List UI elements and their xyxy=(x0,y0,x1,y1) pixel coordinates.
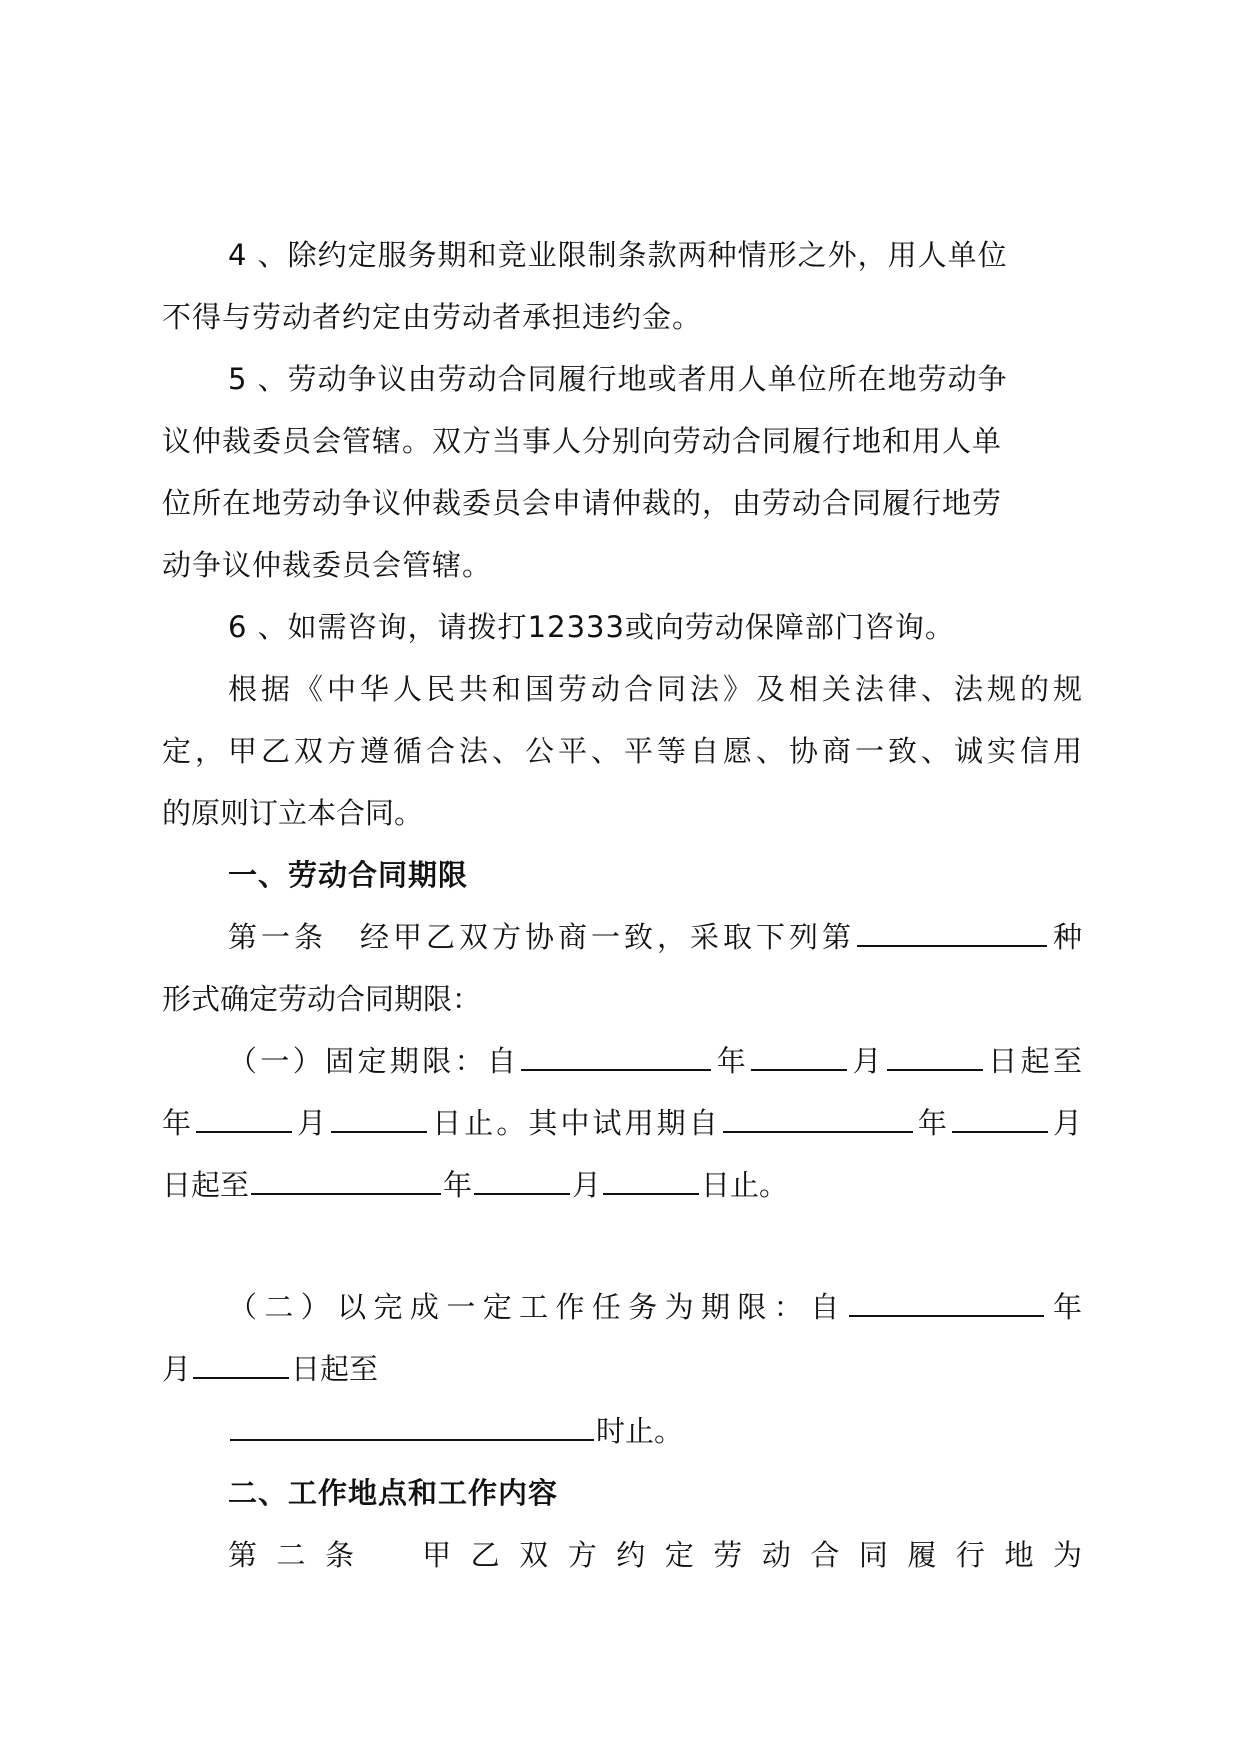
month-label: 月 xyxy=(849,1044,885,1078)
clause-4-line-2: 不得与劳动者约定由劳动者承担违约金。 xyxy=(162,300,703,334)
year-label: 年 xyxy=(1045,1290,1082,1324)
end-month-blank[interactable] xyxy=(196,1101,292,1133)
fixed-term-line-3 xyxy=(162,1154,1082,1216)
clause-5-line-4: 动争议仲裁委员会管辖。 xyxy=(162,548,493,582)
day-until-label: 日起至 xyxy=(984,1044,1082,1078)
day-until-label: 日起至 xyxy=(162,1168,250,1202)
spacer xyxy=(162,1216,1082,1276)
section-2-heading: 二、工作地点和工作内容 xyxy=(228,1476,559,1510)
clause-5-line-1: 5 、劳动争议由劳动合同履行地或者用人单位所在地劳动争 xyxy=(228,362,1008,396)
task-term-line-2 xyxy=(162,1338,1082,1400)
article-1-line-1 xyxy=(162,906,1082,968)
probation-year-blank[interactable] xyxy=(723,1101,913,1133)
document-page xyxy=(162,224,1082,1586)
probation-end-month-blank[interactable] xyxy=(474,1163,570,1195)
day-end-label: 日止。 xyxy=(701,1168,789,1202)
intro-line-2: 定，甲乙双方遵循合法、公平、平等自愿、协商一致、诚实信用 xyxy=(162,734,1082,768)
month-label: 月 xyxy=(1049,1106,1082,1140)
clause-5-line-3: 位所在地劳动争议仲裁委员会申请仲裁的，由劳动合同履行地劳 xyxy=(162,486,1003,520)
start-month-blank[interactable] xyxy=(751,1039,847,1071)
clause-4-line-1: 4 、除约定服务期和竞业限制条款两种情形之外，用人单位 xyxy=(228,238,1008,272)
task-completion-blank[interactable] xyxy=(230,1409,594,1441)
task-day-blank[interactable] xyxy=(193,1347,289,1379)
article-1-text: 第一条 经甲乙双方协商一致，采取下列第 xyxy=(228,920,855,954)
article-1-suffix: 种 xyxy=(1048,920,1082,954)
month-label: 月 xyxy=(572,1168,602,1202)
year-label: 年 xyxy=(713,1044,750,1078)
fixed-term-label: （一）固定期限：自 xyxy=(228,1044,520,1078)
year-label: 年 xyxy=(162,1106,195,1140)
task-end-label: 时止。 xyxy=(596,1414,684,1448)
section-1-heading: 一、劳动合同期限 xyxy=(228,858,469,892)
start-day-blank[interactable] xyxy=(887,1039,983,1071)
clause-5-line-2: 议仲裁委员会管辖。双方当事人分别向劳动合同履行地和用人单 xyxy=(162,424,1003,458)
start-year-blank[interactable] xyxy=(521,1039,711,1071)
article-2-line-1: 第二条 甲乙双方约定劳动合同履行地为 xyxy=(228,1538,1082,1572)
article-1-line-2: 形式确定劳动合同期限： xyxy=(162,982,482,1016)
end-day-blank[interactable] xyxy=(331,1101,427,1133)
year-label: 年 xyxy=(914,1106,950,1140)
intro-line-3: 的原则订立本合同。 xyxy=(162,796,424,830)
form-choice-blank[interactable] xyxy=(857,915,1047,947)
month-label: 月 xyxy=(162,1352,192,1386)
task-term-line-3 xyxy=(162,1400,1082,1462)
month-label: 月 xyxy=(294,1106,330,1140)
task-term-label: （二）以完成一定工作任务为期限：自 xyxy=(228,1290,847,1324)
fixed-term-line-2 xyxy=(162,1092,1082,1154)
probation-end-day-blank[interactable] xyxy=(603,1163,699,1195)
probation-month-blank[interactable] xyxy=(952,1101,1048,1133)
task-term-line-1 xyxy=(162,1276,1082,1338)
task-year-blank[interactable] xyxy=(849,1285,1044,1317)
day-until-label: 日起至 xyxy=(291,1352,379,1386)
intro-line-1: 根据《中华人民共和国劳动合同法》及相关法律、法规的规 xyxy=(228,672,1082,706)
fixed-term-line-1 xyxy=(162,1030,1082,1092)
clause-6: 6 、如需咨询，请拨打12333或向劳动保障部门咨询。 xyxy=(228,610,955,644)
probation-end-year-blank[interactable] xyxy=(251,1163,441,1195)
year-label: 年 xyxy=(443,1168,473,1202)
probation-label: 日止。其中试用期自 xyxy=(429,1106,721,1140)
